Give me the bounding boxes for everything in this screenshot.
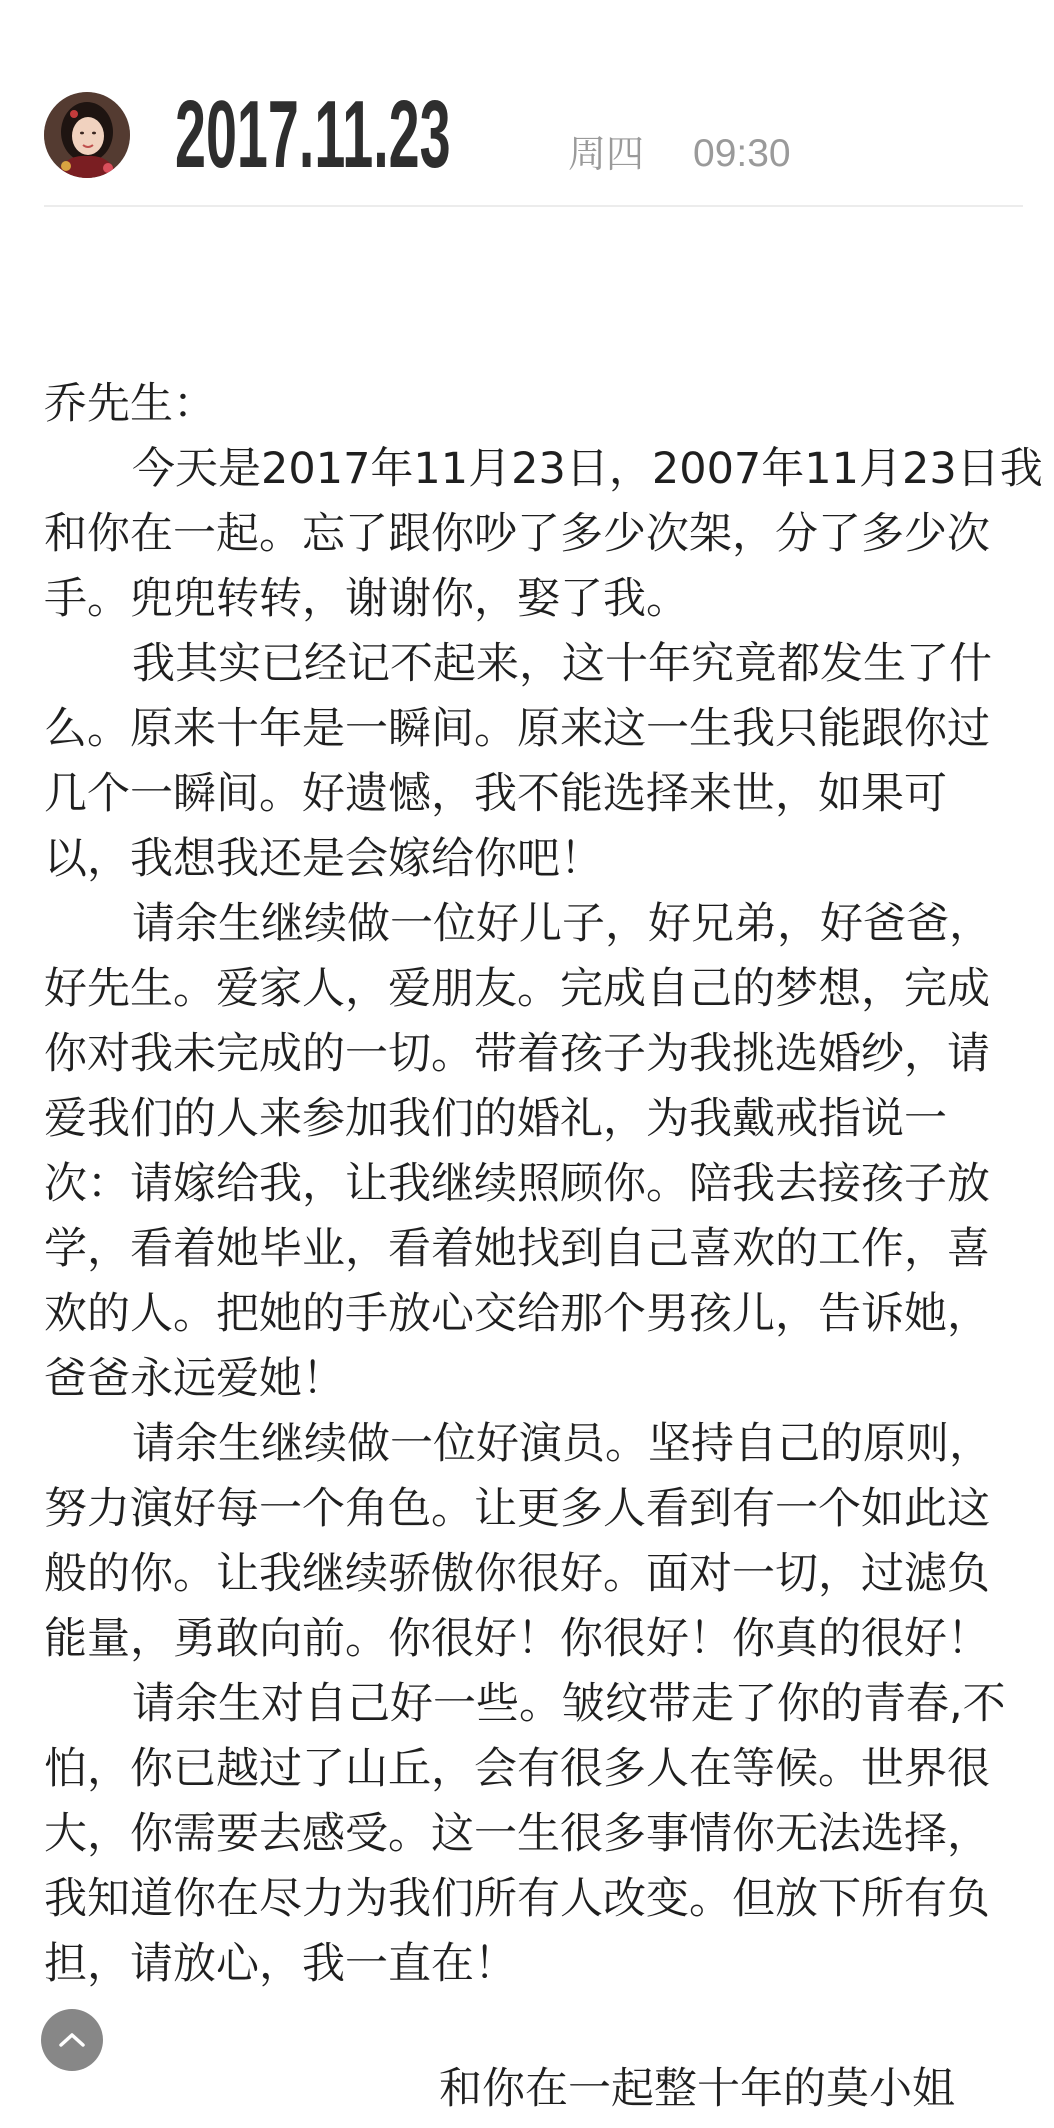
letter-line: 爸爸永远爱她！ (44, 1354, 345, 1404)
letter-line: 以，我想我还是会嫁给你吧！ (44, 834, 603, 884)
letter-line: 爱我们的人来参加我们的婚礼，为我戴戒指说一 (44, 1094, 947, 1144)
letter-body (44, 372, 1043, 2122)
letter-line: 今天是2017年11月23日，2007年11月23日我 (132, 444, 1043, 494)
letter-line: 么。原来十年是一瞬间。原来这一生我只能跟你过 (44, 704, 990, 754)
scroll-to-top-button[interactable] (41, 2009, 103, 2071)
header-divider (44, 205, 1023, 207)
letter-line: 大，你需要去感受。这一生很多事情你无法选择， (44, 1809, 990, 1859)
entry-time: 09:30 (693, 132, 791, 175)
entry-date: 2017.11.23 (175, 81, 451, 188)
letter-line: 欢的人。把她的手放心交给那个男孩儿，告诉她， (44, 1289, 990, 1339)
chevron-up-icon (57, 2030, 87, 2050)
letter-line: 好先生。爱家人，爱朋友。完成自己的梦想，完成 (44, 964, 990, 1014)
letter-line: 能量，勇敢向前。你很好！你很好！你真的很好！ (44, 1614, 990, 1664)
letter-paragraph (44, 1672, 1034, 1997)
letter-line: 学，看着她毕业，看着她找到自己喜欢的工作，喜 (44, 1224, 990, 1274)
letter-salutation: 乔先生： (44, 379, 216, 429)
letter-paragraph (44, 437, 1043, 632)
letter-line: 般的你。让我继续骄傲你很好。面对一切，过滤负 (44, 1549, 990, 1599)
letter-paragraphs (44, 437, 1043, 1997)
letter-line: 手。兜兜转转，谢谢你，娶了我。 (44, 574, 689, 624)
letter-line: 我知道你在尽力为我们所有人改变。但放下所有负 (44, 1874, 990, 1924)
letter-signature: 和你在一起整十年的莫小姐 (439, 2064, 955, 2114)
avatar-photo-icon (44, 92, 130, 178)
letter-line: 请余生继续做一位好儿子，好兄弟，好爸爸， (132, 899, 992, 949)
letter-line: 请余生继续做一位好演员。坚持自己的原则， (132, 1419, 992, 1469)
letter-line: 担，请放心，我一直在！ (44, 1939, 517, 1989)
letter-line: 怕，你已越过了山丘，会有很多人在等候。世界很 (44, 1744, 990, 1794)
entry-weekday: 周四 (568, 132, 645, 176)
letter-paragraph (44, 632, 1034, 892)
letter-line: 我其实已经记不起来，这十年究竟都发生了什 (132, 639, 992, 689)
letter-line: 你对我未完成的一切。带着孩子为我挑选婚纱，请 (44, 1029, 990, 1079)
letter-paragraph (44, 892, 1034, 1412)
letter-line: 几个一瞬间。好遗憾，我不能选择来世，如果可 (44, 769, 947, 819)
letter-line: 努力演好每一个角色。让更多人看到有一个如此这 (44, 1484, 990, 1534)
letter-line: 请余生对自己好一些。皱纹带走了你的青春,不 (132, 1679, 1006, 1729)
letter-line: 次：请嫁给我，让我继续照顾你。陪我去接孩子放 (44, 1159, 990, 1209)
avatar[interactable] (44, 92, 130, 178)
letter-line: 和你在一起。忘了跟你吵了多少次架，分了多少次 (44, 509, 990, 559)
letter-paragraph (44, 1412, 1034, 1672)
